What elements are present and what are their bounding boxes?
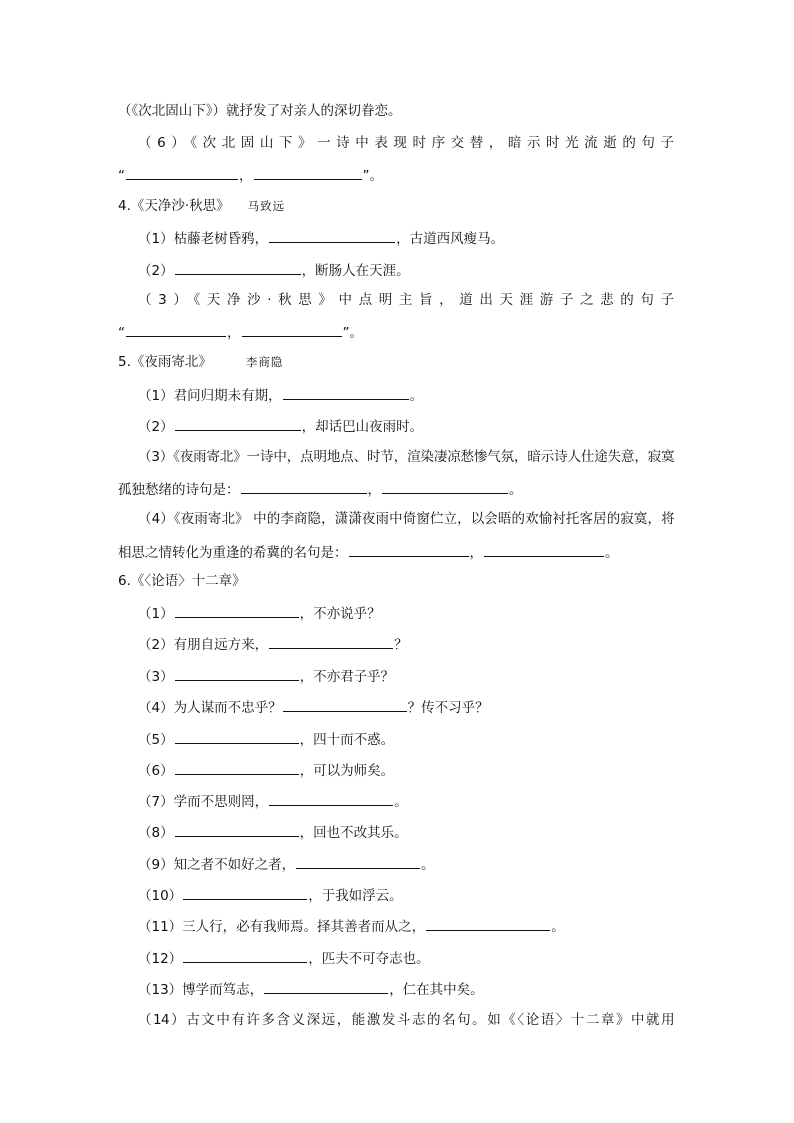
answer-blank[interactable] [126,163,238,180]
answer-blank[interactable] [175,664,299,681]
question-line: （9）知之者不如好之者， 。 [0,852,794,874]
section-heading: 6.《〈论语〉十二章》 [118,573,246,589]
answer-blank[interactable] [296,852,420,869]
answer-blank[interactable] [183,883,307,900]
author-name: 李商隐 [245,355,284,369]
section-heading: 5.《夜雨寄北》 李商隐 [118,354,284,370]
question-line: （2）有朋自远方来， ？ [0,632,794,654]
section-heading: 4.《天净沙·秋思》 马致远 [118,198,286,214]
question-line: （5） ，四十而不惑。 [0,727,794,749]
answer-blank[interactable] [269,632,393,649]
question-line: （1）君问归期未有期， 。 [0,383,794,405]
answer-blank[interactable] [349,540,469,557]
answer-blank[interactable] [484,540,604,557]
answer-blank[interactable] [242,320,342,337]
question-line: （1）枯藤老树昏鸦， ，古道西风瘦马。 [0,226,794,248]
question-line: （3）《天净沙·秋思》中点明主旨，道出天涯游子之悲的句子 [138,292,674,308]
answer-blank[interactable] [175,758,299,775]
question-line: （6）《次北固山下》一诗中表现时序交替，暗示时光流逝的句子 [138,135,674,151]
answer-line: 孤独愁绪的诗句是： ， 。 [0,477,794,499]
answer-blank[interactable] [283,383,409,400]
answer-line: “ ， ”。 [0,320,794,342]
answer-blank[interactable] [264,977,388,994]
answer-blank[interactable] [175,727,299,744]
answer-blank[interactable] [175,820,299,837]
answer-blank[interactable] [175,601,299,618]
answer-line: 相思之情转化为重逢的希冀的名句是： ， 。 [0,540,794,562]
answer-blank[interactable] [269,226,395,243]
question-line: （2） ，断肠人在天涯。 [0,258,794,280]
question-line: （11）三人行，必有我师焉。择其善者而从之， 。 [0,914,794,936]
question-line: （13）博学而笃志， ，仁在其中矣。 [0,977,794,999]
question-line: （6） ，可以为师矣。 [0,758,794,780]
answer-blank[interactable] [175,414,301,431]
answer-blank[interactable] [254,163,362,180]
question-line: （12） ，匹夫不可夺志也。 [0,946,794,968]
answer-blank[interactable] [175,258,301,275]
answer-blank[interactable] [382,477,508,494]
text-line: （《次北固山下》）就抒发了对亲人的深切眷恋。 [118,103,402,119]
answer-blank[interactable] [241,477,367,494]
answer-blank[interactable] [283,695,407,712]
question-line: （1） ，不亦说乎？ [0,601,794,623]
question-line: （3）《夜雨寄北》一诗中，点明地点、时节，渲染凄凉愁惨气氛，暗示诗人仕途失意，寂寞 [138,449,674,465]
question-line: （4）为人谋而不忠乎？ ？传不习乎？ [0,695,794,717]
question-line: （8） ，回也不改其乐。 [0,820,794,842]
answer-line: “ ， ”。 [0,163,794,185]
question-line: （3） ，不亦君子乎？ [0,664,794,686]
question-line: （4）《夜雨寄北》 中的李商隐，潇潇夜雨中倚窗伫立，以会晤的欢愉衬托客居的寂寞，将 [138,511,674,527]
answer-blank[interactable] [126,320,226,337]
question-line: （10） ，于我如浮云。 [0,883,794,905]
question-line: （2） ，却话巴山夜雨时。 [0,414,794,436]
question-line: （14）古文中有许多含义深远，能激发斗志的名句。如《〈论语〉十二章》中就用 [138,1012,674,1028]
answer-blank[interactable] [183,946,307,963]
question-line: （7）学而不思则罔， 。 [0,789,794,811]
author-name: 马致远 [247,199,286,213]
answer-blank[interactable] [269,789,393,806]
answer-blank[interactable] [426,914,550,931]
